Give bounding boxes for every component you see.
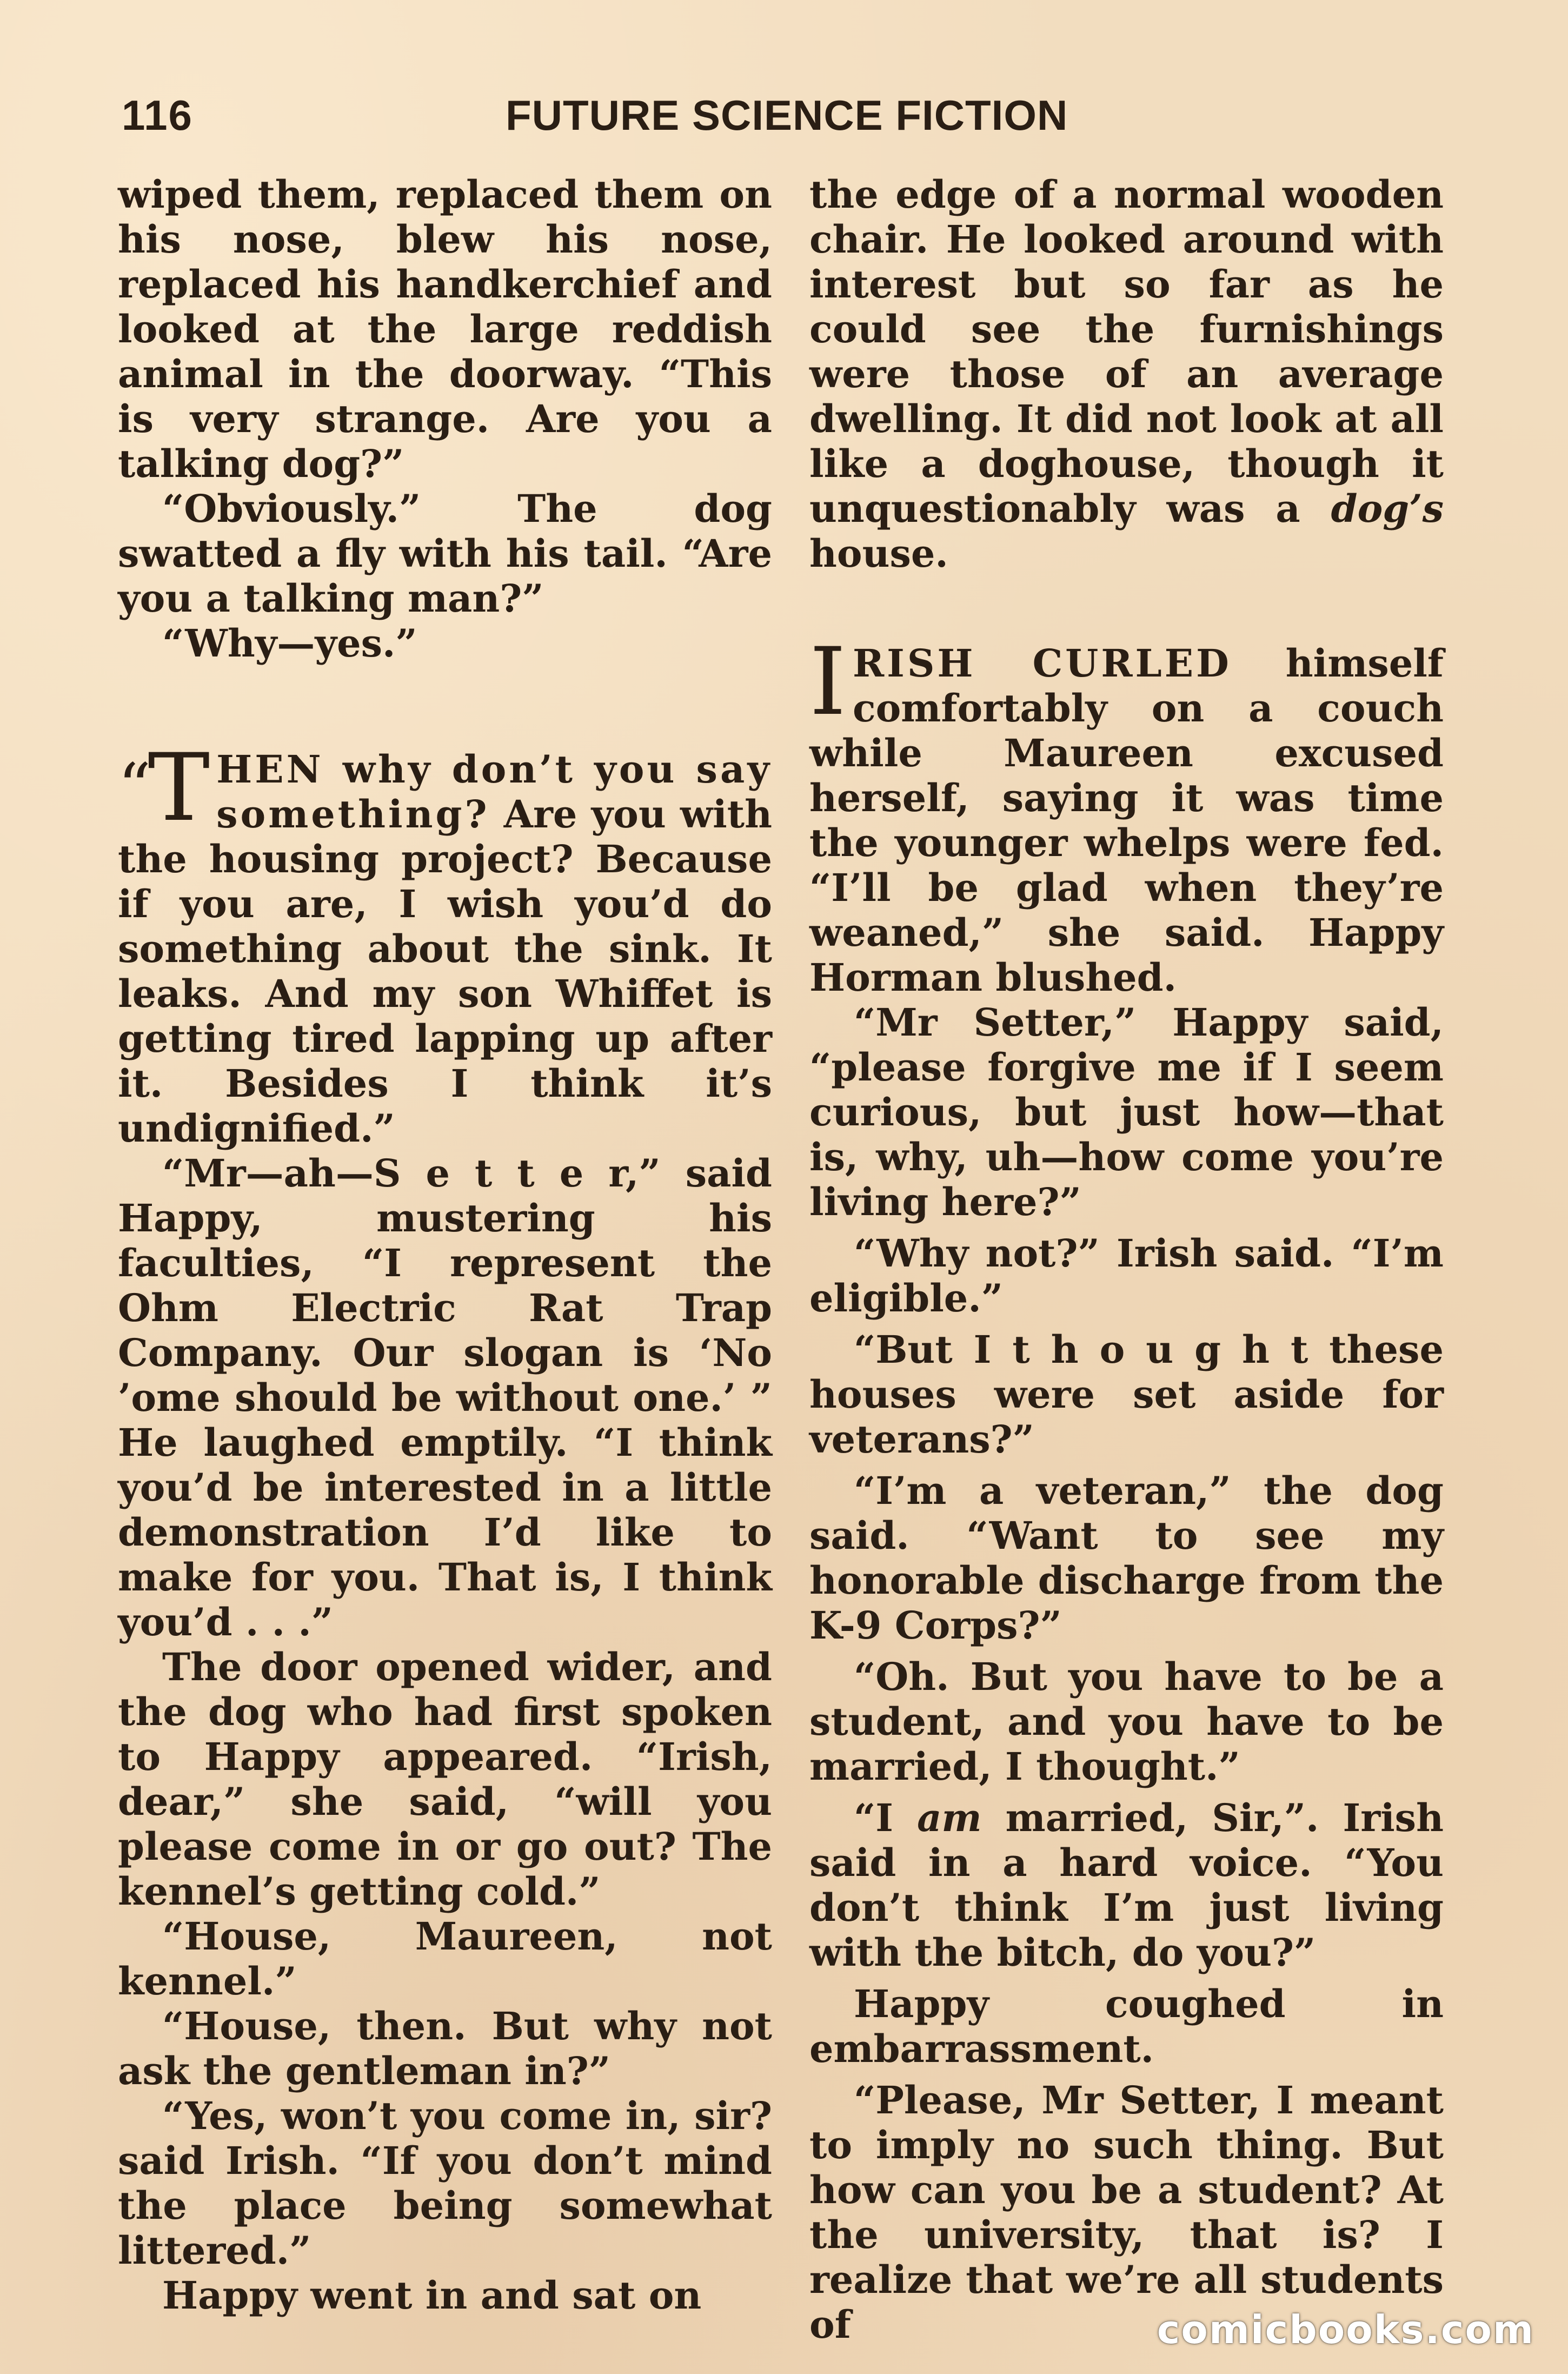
section-break [118,666,772,747]
running-head: FUTURE SCIENCE FICTION [506,91,1068,139]
paragraph-text: married, Sir,”. Irish said in a hard voice. “You don’t think I’m just living with the bitch, do you?” [809,1795,1444,1975]
left-column [118,172,772,2318]
right-column [809,172,1444,2347]
left-paragraph-7: “House, Maureen, not kennel.” [118,1914,772,2004]
section-break [809,576,1444,641]
right-paragraph-3: “Mr Setter,” Happy said, “please forgive me if I seem curious, but just how—that is, why, uh—how come you’re living here?” [809,1000,1444,1224]
lead-in-text: RISH CURLED [852,641,1232,686]
paragraph-body: Are you with the housing project? Because if you are, I wish you’d do something about the sink. It leaks. And my son Whiffet is getting tired lapping up after it. Besides I think it’s undignified.” [118,792,772,1151]
left-paragraph-8: “House, then. But why not ask the gentleman in?” [118,2004,772,2093]
left-paragraph-4 [118,733,772,1151]
right-paragraph-8 [809,1795,1444,1975]
right-paragraph-9: Happy coughed in embarrassment. [809,1981,1444,2071]
right-paragraph-1 [809,172,1444,576]
left-paragraph-2: “Obviously.” The dog swatted a fly with his tail. “Are you a talking man?” [118,486,772,621]
left-paragraph-9: “Yes, won’t you come in, sir? said Irish. “If you don’t mind the place being somewhat littered.” [118,2093,772,2273]
paragraph-text: “I [854,1795,918,1840]
drop-cap-quote: “ [118,750,151,825]
lead-in-text: HEN why don’t you say something? [216,747,772,837]
left-paragraph-6: The door opened wider, and the dog who had first spoken to Happy appeared. “Irish, dear,” she said, “will you please come in or go out? The kennel’s getting cold.” [118,1644,772,1914]
drop-cap: I [809,627,846,736]
drop-cap [118,733,210,842]
drop-cap-letter: T [148,733,210,842]
paragraph-text: house. [809,531,948,576]
left-paragraph-10: Happy went in and sat on [162,2273,702,2318]
right-paragraph-6: “I’m a veteran,” the dog said. “Want to see my honorable discharge from the K-9 Corps?” [809,1468,1444,1648]
paragraph-body: himself comfortably on a couch while Maureen excused herself, saying it was time the younger whelps were fed. “I’ll be glad when they’re weaned,” she said. Happy Horman blushed. [809,641,1444,1000]
paragraph-text: the edge of a normal wooden chair. He looked around with interest but so far as he could see the furnishings were those of an average dwelling. It did not look at all like a doghouse, though it unquestionably was a [809,172,1444,531]
right-paragraph-4: “Why not?” Irish said. “I’m eligible.” [809,1231,1444,1321]
left-paragraph-3: “Why—yes.” [162,621,417,666]
page-number: 116 [122,91,193,139]
right-paragraph-10: “Please, Mr Setter, I meant to imply no such thing. But how can you be a student? At the university, that is? I realize that we’re all students of [809,2078,1444,2347]
emphasis-text: dog’s [1331,486,1444,531]
watermark: comicbooks.com [1157,2307,1534,2352]
emphasis-text: am [917,1795,982,1840]
right-paragraph-2 [809,627,1444,1000]
right-paragraph-7: “Oh. But you have to be a student, and you have to be married, I thought.” [809,1654,1444,1789]
left-paragraph-1: wiped them, replaced them on his nose, blew his nose, replaced his handkerchief and looked at the large reddish animal in the doorway. “This is very strange. Are you a talking dog?” [118,172,772,486]
left-paragraph-5: “Mr—ah—S e t t e r,” said Happy, mustering his faculties, “I represent the Ohm Electric Rat Trap Company. Our slogan is ‘No ’ome should be without one.’ ” He laughed emptily. “I think you’d be interested in a little demonstration I’d like to make for you. That is, I think you’d . . .” [118,1151,772,1644]
right-paragraph-5: “But I t h o u g h t these houses were set aside for veterans?” [809,1327,1444,1462]
